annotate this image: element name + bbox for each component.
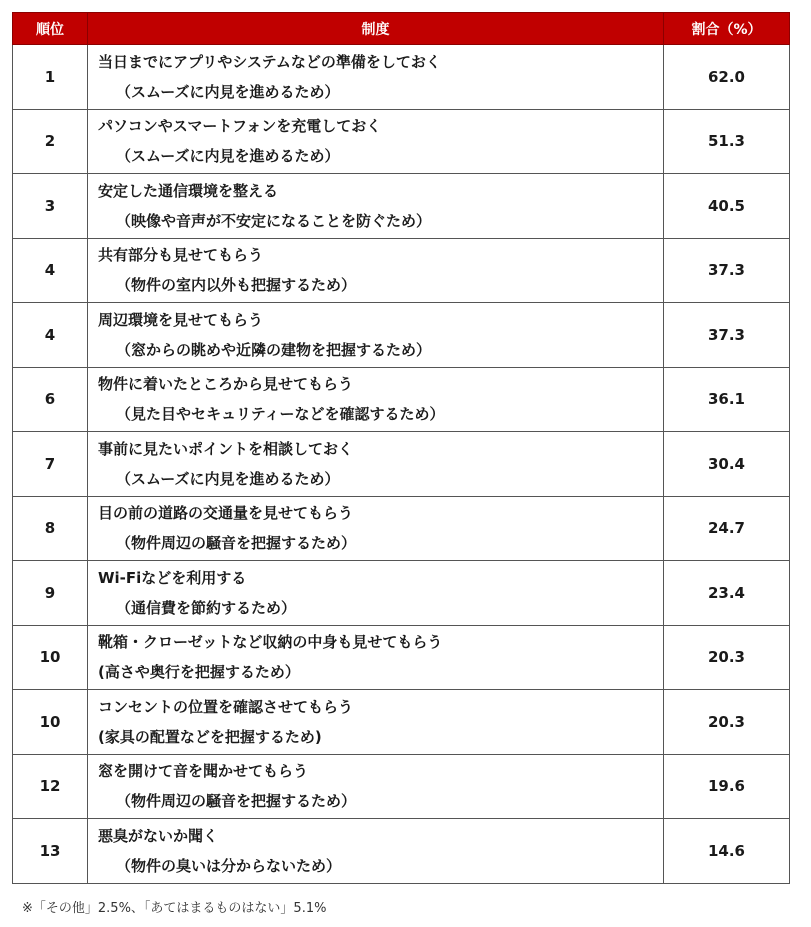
percent-cell: 51.3 [664,109,790,174]
item-reason: （映像や音声が不安定になることを防ぐため） [116,211,432,230]
percent-cell: 30.4 [664,432,790,497]
table-row [13,174,790,239]
percent-cell: 20.3 [664,690,790,755]
item-title: Wi-Fiなどを利用する [98,568,247,587]
item-reason: （見た目やセキュリティーなどを確認するため） [116,405,445,424]
item-reason: (家具の配置などを把握するため) [98,727,322,746]
table-row [13,303,790,368]
item-title: パソコンやスマートフォンを充電しておく [98,117,382,136]
item-reason: （窓からの眺めや近隣の建物を把握するため） [116,340,432,359]
item-reason: （スムーズに内見を進めるため） [116,469,340,488]
item-reason: （物件周辺の騒音を把握するため） [116,792,357,811]
rank-cell: 10 [13,625,88,690]
table-row [13,561,790,626]
item-reason: （スムーズに内見を進めるため） [116,82,340,101]
rank-cell: 2 [13,109,88,174]
item-title: 靴箱・クローゼットなど収納の中身も見せてもらう [98,633,443,652]
header-percent: 割合（%） [664,13,790,45]
table-row [13,45,790,110]
percent-cell: 14.6 [664,819,790,884]
percent-cell: 20.3 [664,625,790,690]
item-title: 事前に見たいポイントを相談しておく [98,439,354,458]
item-title: 周辺環境を見せてもらう [98,310,264,329]
percent-cell: 37.3 [664,238,790,303]
item-cell [88,174,664,239]
item-cell [88,496,664,561]
item-title: コンセントの位置を確認させてもらう [98,697,354,716]
table-row [13,819,790,884]
item-cell [88,625,664,690]
item-cell [88,303,664,368]
table-row [13,367,790,432]
rank-cell: 4 [13,238,88,303]
percent-cell: 24.7 [664,496,790,561]
item-title: 共有部分も見せてもらう [98,246,264,265]
item-reason: （通信費を節約するため） [116,598,297,617]
item-title: 安定した通信環境を整える [98,181,279,200]
rank-cell: 4 [13,303,88,368]
ranking-table [12,12,790,884]
footnote: ※「その他」2.5%、「あてはまるものはない」5.1% [22,901,327,916]
item-cell [88,561,664,626]
table-row [13,238,790,303]
item-cell [88,690,664,755]
item-cell [88,45,664,110]
item-title: 当日までにアプリやシステムなどの準備をしておく [98,52,441,71]
table-header [13,13,790,45]
table-row [13,625,790,690]
item-cell [88,819,664,884]
item-reason: (高さや奥行を把握するため） [98,663,300,682]
table-row [13,690,790,755]
header-item: 制度 [88,13,664,45]
rank-cell: 1 [13,45,88,110]
rank-cell: 9 [13,561,88,626]
rank-cell: 6 [13,367,88,432]
header-rank: 順位 [13,13,88,45]
item-cell [88,109,664,174]
item-cell [88,432,664,497]
item-reason: （物件の臭いは分からないため） [116,856,342,875]
item-title: 目の前の道路の交通量を見せてもらう [98,504,354,523]
table-row [13,754,790,819]
percent-cell: 19.6 [664,754,790,819]
table-body [13,45,790,884]
item-title: 物件に着いたところから見せてもらう [98,375,354,394]
rank-cell: 8 [13,496,88,561]
item-reason: （物件周辺の騒音を把握するため） [116,534,357,553]
table-row [13,432,790,497]
item-reason: （物件の室内以外も把握するため） [116,276,357,295]
item-reason: （スムーズに内見を進めるため） [116,147,340,166]
rank-cell: 12 [13,754,88,819]
rank-cell: 10 [13,690,88,755]
percent-cell: 37.3 [664,303,790,368]
percent-cell: 40.5 [664,174,790,239]
item-cell [88,754,664,819]
table-row [13,109,790,174]
percent-cell: 23.4 [664,561,790,626]
item-title: 窓を開けて音を聞かせてもらう [98,762,309,781]
rank-cell: 3 [13,174,88,239]
item-cell [88,367,664,432]
rank-cell: 7 [13,432,88,497]
table-row [13,496,790,561]
item-title: 悪臭がないか聞く [98,826,219,845]
header-row [13,13,790,45]
percent-cell: 62.0 [664,45,790,110]
percent-cell: 36.1 [664,367,790,432]
item-cell [88,238,664,303]
rank-cell: 13 [13,819,88,884]
